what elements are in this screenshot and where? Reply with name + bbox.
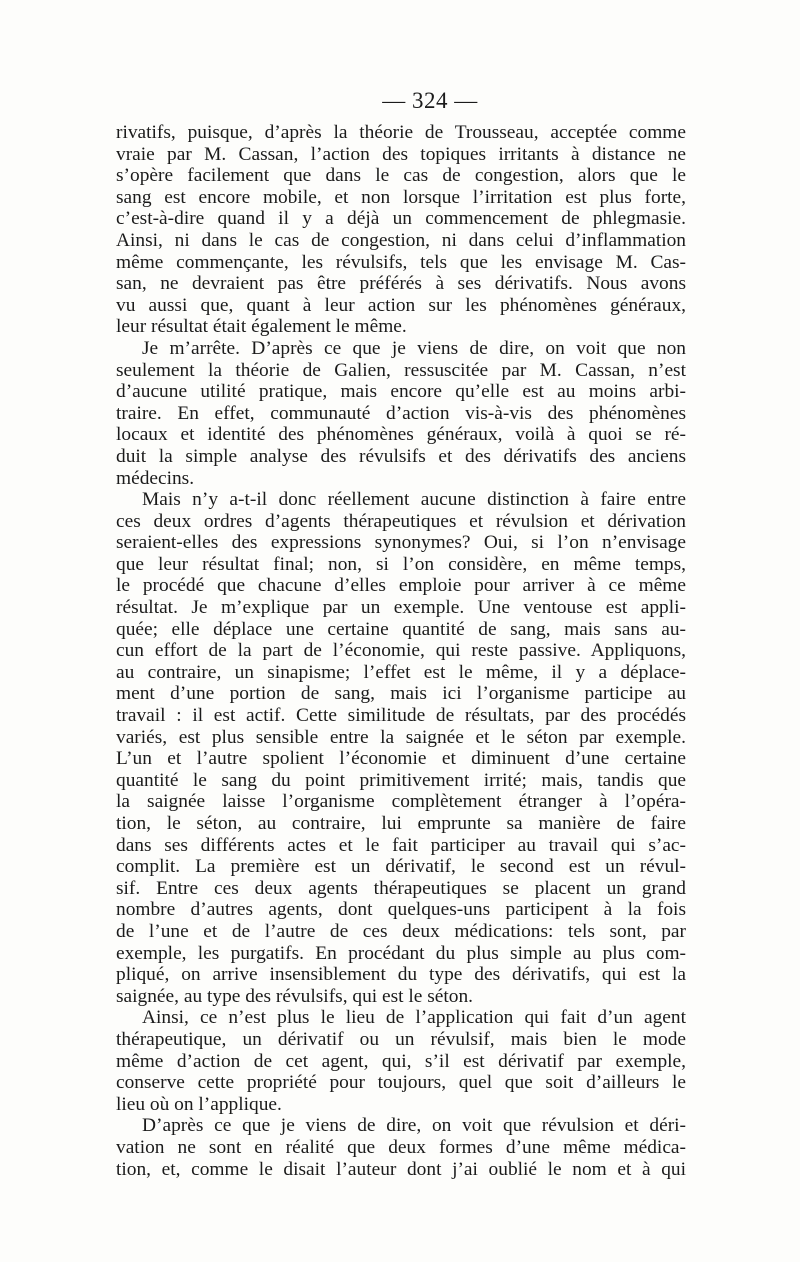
text-line (116, 468, 686, 490)
text-line-content: nombre d’autres agents, dont quelques-uns participent à la fois (116, 899, 686, 921)
text-line (116, 727, 686, 749)
text-line-content: vraie par M. Cassan, l’action des topiques irritants à distance ne (116, 143, 686, 165)
text-line (116, 360, 686, 382)
text-line-content: c’est-à-dire quand il y a déjà un commencement de phlegmasie. (116, 208, 686, 230)
text-line-content: le procédé que chacune d’elles emploie pour arriver à ce même (116, 575, 686, 597)
text-line (116, 1159, 686, 1181)
text-line (116, 835, 686, 857)
text-line (116, 770, 686, 792)
page-number: — 324 — (382, 88, 478, 113)
text-line-content: cun effort de la part de l’économie, qui reste passive. Appliquons, (116, 640, 686, 662)
text-line-content: sif. Entre ces deux agents thérapeutiques se placent un grand (116, 877, 686, 899)
text-line (116, 403, 686, 425)
text-line (116, 273, 686, 295)
text-line (116, 943, 686, 965)
text-line-content: la saignée laisse l’organisme complètement étranger à l’opéra- (116, 791, 686, 813)
text-line-content: ment d’une portion de sang, mais ici l’organisme participe au (116, 683, 686, 705)
text-line-content: d’aucune utilité pratique, mais encore qu’elle est au moins arbi- (116, 381, 686, 403)
text-line (116, 316, 686, 338)
text-line (116, 446, 686, 468)
text-line (116, 964, 686, 986)
text-line (116, 230, 686, 252)
text-line-content: saignée, au type des révulsifs, qui est le séton. (116, 985, 474, 1007)
text-line-content: même commençante, les révulsifs, tels que les envisage M. Cas- (116, 251, 686, 273)
text-line-content: de l’une et de l’autre de ces deux médications: tels sont, par (116, 920, 686, 942)
text-line (116, 554, 686, 576)
text-line-content: seraient-elles des expressions synonymes? Oui, si l’on n’envisage (116, 532, 686, 554)
text-line (116, 1007, 686, 1029)
text-line-content: résultat. Je m’explique par un exemple. Une ventouse est appli- (116, 597, 686, 619)
text-line (116, 1072, 686, 1094)
text-line (116, 1115, 686, 1137)
text-line-content: lieu où on l’applique. (116, 1093, 282, 1115)
text-line-content: Ainsi, ce n’est plus le lieu de l’application qui fait d’un agent (142, 1007, 686, 1029)
text-line (116, 1051, 686, 1073)
text-line-content: que leur résultat final; non, si l’on considère, en même temps, (116, 553, 686, 575)
text-line-content: Mais n’y a-t-il donc réellement aucune distinction à faire entre (142, 489, 686, 511)
text-line (116, 1029, 686, 1051)
text-line-content: médecins. (116, 467, 195, 489)
text-line-content: thérapeutique, un dérivatif ou un révulsif, mais bien le mode (116, 1028, 686, 1050)
text-line-content: D’après ce que je viens de dire, on voit que révulsion et déri- (142, 1115, 686, 1137)
text-line (116, 295, 686, 317)
text-line-content: Je m’arrête. D’après ce que je viens de dire, on voit que non (142, 337, 686, 359)
text-line (116, 252, 686, 274)
text-line (116, 856, 686, 878)
text-line-content: leur résultat était également le même. (116, 316, 407, 338)
text-line-content: tion, et, comme le disait l’auteur dont j’ai oublié le nom et à qui (116, 1158, 686, 1180)
text-line (116, 1137, 686, 1159)
text-line (116, 122, 686, 144)
text-line (116, 575, 686, 597)
text-line (116, 381, 686, 403)
text-line (116, 791, 686, 813)
text-line (116, 187, 686, 209)
text-line (116, 597, 686, 619)
text-line (116, 532, 686, 554)
text-line-content: sang est encore mobile, et non lorsque l’irritation est plus forte, (116, 186, 686, 208)
text-line (116, 489, 686, 511)
text-line-content: traire. En effet, communauté d’action vis-à-vis des phénomènes (116, 402, 686, 424)
text-line-content: au contraire, un sinapisme; l’effet est le même, il y a déplace- (116, 661, 686, 683)
text-line (116, 1094, 686, 1116)
text-line (116, 424, 686, 446)
text-line (116, 338, 686, 360)
text-line (116, 683, 686, 705)
text-line-content: tion, le séton, au contraire, lui emprunte sa manière de faire (116, 813, 686, 834)
text-line-content: locaux et identité des phénomènes généraux, voilà à quoi se ré- (116, 424, 686, 446)
text-line-content: même d’action de cet agent, qui, s’il est dérivatif par exemple, (116, 1050, 686, 1072)
text-line (116, 662, 686, 684)
text-line (116, 878, 686, 900)
text-line (116, 511, 686, 533)
text-line-content: seulement la théorie de Galien, ressuscitée par M. Cassan, n’est (116, 359, 686, 381)
text-line-content: Ainsi, ni dans le cas de congestion, ni dans celui d’inflammation (116, 229, 686, 251)
text-line (116, 986, 686, 1008)
text-line (116, 921, 686, 943)
text-line (116, 208, 686, 230)
text-line-content: vu aussi que, quant à leur action sur les phénomènes généraux, (116, 294, 686, 316)
text-line-content: travail : il est actif. Cette similitude de résultats, par des procédés (116, 705, 686, 727)
text-line (116, 144, 686, 166)
text-line (116, 748, 686, 770)
text-line-content: variés, est plus sensible entre la saignée et le séton par exemple. (116, 726, 686, 748)
text-line-content: san, ne devraient pas être préférés à ses dérivatifs. Nous avons (116, 273, 686, 295)
text-line-content: vation ne sont en réalité que deux formes d’une même médica- (116, 1136, 686, 1158)
text-line-content: exemple, les purgatifs. En procédant du plus simple au plus com- (116, 942, 686, 964)
text-line (116, 705, 686, 727)
text-line-content: pliqué, on arrive insensiblement du type des dérivatifs, qui est la (116, 964, 686, 986)
text-line (116, 640, 686, 662)
text-line-content: quée; elle déplace une certaine quantité de sang, mais sans au- (116, 618, 686, 640)
text-line-content: conserve cette propriété pour toujours, quel que soit d’ailleurs le (116, 1072, 686, 1094)
text-line-content: dans ses différents actes et le fait participer au travail qui s’ac- (116, 834, 686, 856)
text-line-content: ces deux ordres d’agents thérapeutiques et révulsion et dérivation (116, 510, 686, 532)
text-line-content: duit la simple analyse des révulsifs et des dérivatifs des anciens (116, 445, 686, 467)
body-text (116, 122, 686, 1180)
text-line (116, 899, 686, 921)
text-line-content: quantité le sang du point primitivement irrité; mais, tandis que (116, 769, 686, 791)
text-line-content: L’un et l’autre spolient l’économie et diminuent d’une certaine (116, 748, 686, 770)
text-line-content: s’opère facilement que dans le cas de congestion, alors que le (116, 165, 686, 187)
text-line (116, 165, 686, 187)
text-line (116, 813, 686, 835)
text-line-content: complit. La première est un dérivatif, le second est un révul- (116, 856, 686, 878)
text-line (116, 619, 686, 641)
text-line-content: rivatifs, puisque, d’après la théorie de Trousseau, acceptée comme (116, 122, 686, 143)
